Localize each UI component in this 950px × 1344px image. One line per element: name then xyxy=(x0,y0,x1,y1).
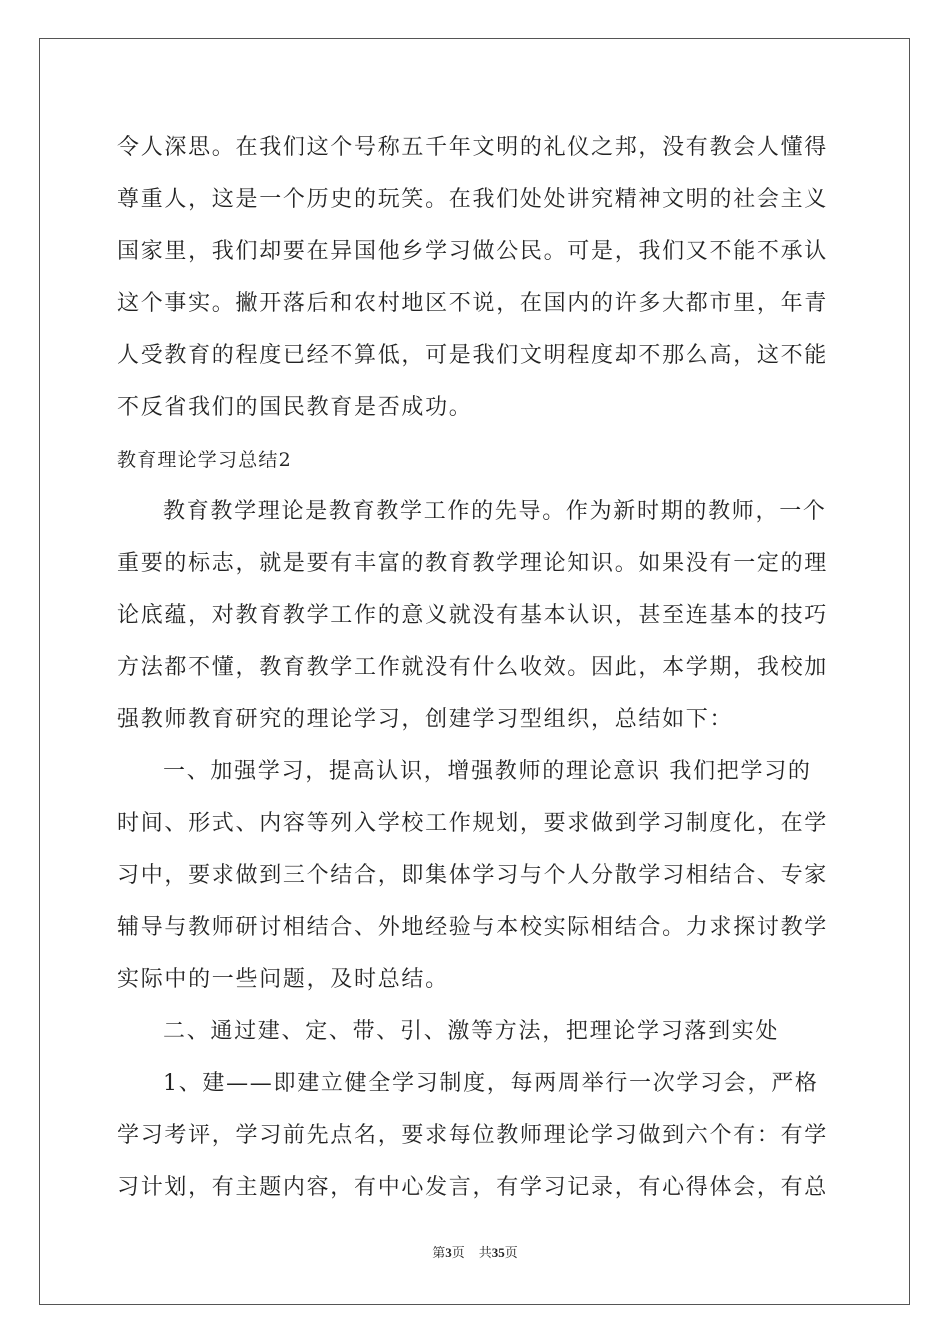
text-line: 辅导与教师研讨相结合、外地经验与本校实际相结合。力求探讨教学 xyxy=(117,915,829,940)
text-line: 1、建——即建立健全学习制度，每两周举行一次学习会，严格 xyxy=(163,1071,819,1096)
text-line: 国家里，我们却要在异国他乡学习做公民。可是，我们又不能不承认 xyxy=(117,239,829,264)
text-line: 重要的标志，就是要有丰富的教育教学理论知识。如果没有一定的理 xyxy=(117,551,829,576)
page-total xyxy=(479,1246,518,1261)
current-page: 3 xyxy=(445,1245,452,1260)
text-line: 时间、形式、内容等列入学校工作规划，要求做到学习制度化，在学 xyxy=(117,811,829,836)
text-line: 论底蕴，对教育教学工作的意义就没有基本认识，甚至连基本的技巧 xyxy=(117,603,829,628)
text-line: 尊重人，这是一个历史的玩笑。在我们处处讲究精神文明的社会主义 xyxy=(117,187,829,212)
text-line: 二、通过建、定、带、引、激等方法，把理论学习落到实处 xyxy=(163,1019,780,1044)
text-line: 方法都不懂，教育教学工作就没有什么收效。因此，本学期，我校加 xyxy=(117,655,829,680)
text-line: 人受教育的程度已经不算低，可是我们文明程度却不那么高，这不能 xyxy=(117,343,829,368)
text-line: 习计划，有主题内容，有中心发言，有学习记录，有心得体会，有总 xyxy=(117,1175,829,1200)
text-line: 学习考评，学习前先点名，要求每位教师理论学习做到六个有：有学 xyxy=(117,1123,829,1148)
document-body xyxy=(117,122,833,1214)
text-line: 习中，要求做到三个结合，即集体学习与个人分散学习相结合、专家 xyxy=(117,863,829,888)
text-line: 令人深思。在我们这个号称五千年文明的礼仪之邦，没有教会人懂得 xyxy=(117,135,829,160)
text-line: 这个事实。撇开落后和农村地区不说，在国内的许多大都市里，年青 xyxy=(117,291,829,316)
page-suffix: 页 xyxy=(451,1246,465,1261)
page-footer xyxy=(0,1242,950,1261)
page-number xyxy=(432,1246,465,1261)
text-line: 实际中的一些问题，及时总结。 xyxy=(117,967,449,992)
page-prefix: 第 xyxy=(432,1246,446,1261)
total-suffix: 页 xyxy=(504,1246,518,1261)
text-line: 一、加强学习，提高认识，增强教师的理论意识 我们把学习的 xyxy=(163,759,812,784)
total-pages: 35 xyxy=(491,1245,505,1260)
text-line: 教育教学理论是教育教学工作的先导。作为新时期的教师，一个 xyxy=(163,499,827,524)
text-line: 不反省我们的国民教育是否成功。 xyxy=(117,395,473,420)
total-prefix: 共 xyxy=(478,1246,492,1261)
text-line: 强教师教育研究的理论学习，创建学习型组织，总结如下： xyxy=(117,707,734,732)
section-heading: 教育理论学习总结2 xyxy=(117,449,292,471)
